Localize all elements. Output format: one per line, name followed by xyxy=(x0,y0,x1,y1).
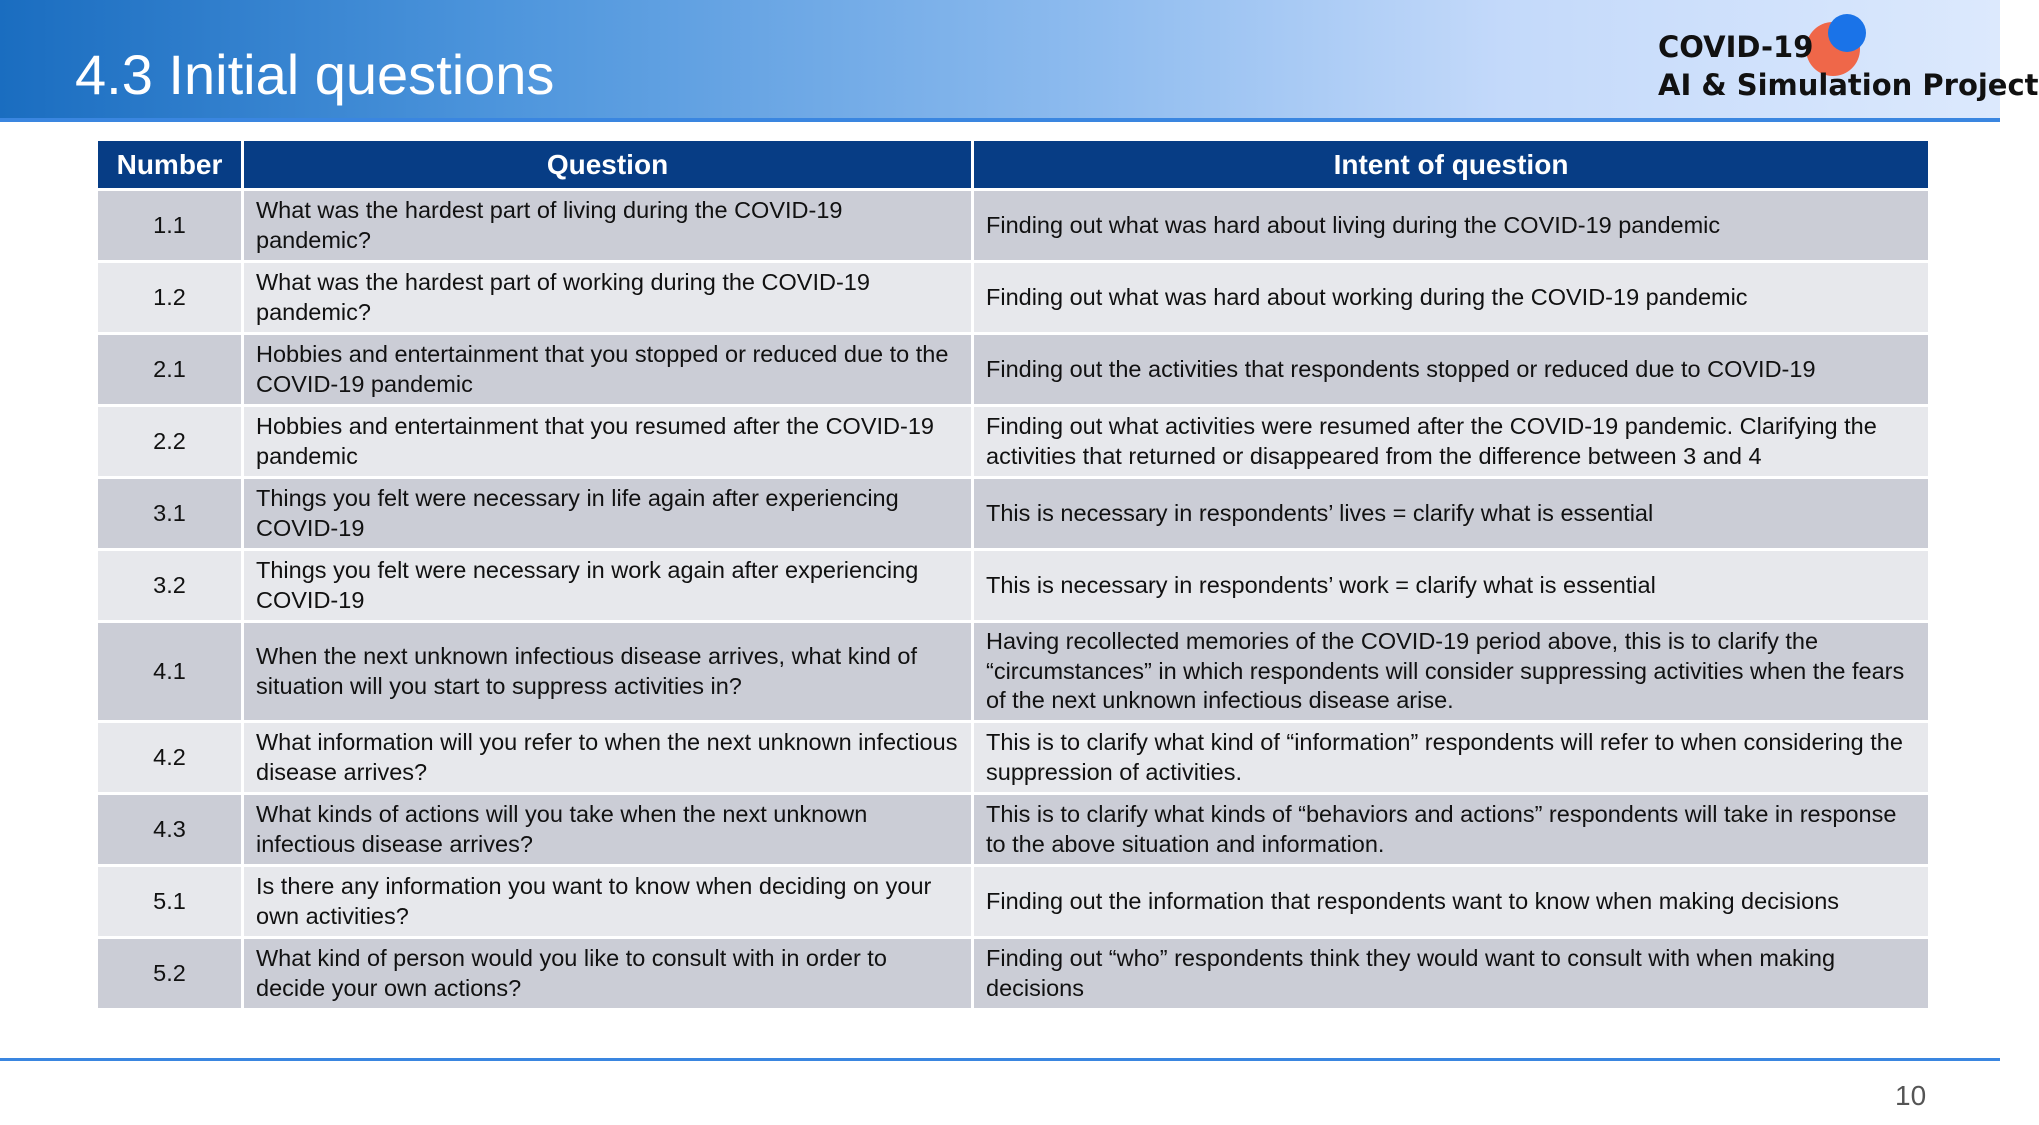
title-text: Initial questions xyxy=(168,43,555,106)
table-header-row xyxy=(97,141,1930,190)
page-number: 10 xyxy=(1895,1080,1927,1111)
row-intent: This is to clarify what kinds of “behaviors and actions” respondents will take in response to the above situation and information. xyxy=(973,794,1930,866)
header-number: Number xyxy=(97,141,243,190)
row-intent: This is necessary in respondents’ work = clarify what is essential xyxy=(973,550,1930,622)
table-row xyxy=(97,190,1930,262)
row-number: 2.2 xyxy=(97,406,243,478)
row-question: What kind of person would you like to consult with in order to decide your own actions? xyxy=(243,938,973,1010)
slide-title xyxy=(75,42,554,107)
row-question: When the next unknown infectious disease arrives, what kind of situation will you start to suppress activities in? xyxy=(243,622,973,722)
row-intent: Finding out “who” respondents think they would want to consult with when making decisions xyxy=(973,938,1930,1010)
row-question: Is there any information you want to know when deciding on your own activities? xyxy=(243,866,973,938)
row-question: Hobbies and entertainment that you stopped or reduced due to the COVID-19 pandemic xyxy=(243,334,973,406)
row-question: What kinds of actions will you take when the next unknown infectious disease arrives? xyxy=(243,794,973,866)
row-number: 3.2 xyxy=(97,550,243,622)
row-question: Things you felt were necessary in life again after experiencing COVID-19 xyxy=(243,478,973,550)
table-row xyxy=(97,334,1930,406)
row-intent: Having recollected memories of the COVID-19 period above, this is to clarify the “circumstances” in which respondents will consider suppressing activities when the fears of the next unknown infectious disease arise. xyxy=(973,622,1930,722)
row-intent: This is to clarify what kind of “information” respondents will refer to when considering the suppression of activities. xyxy=(973,722,1930,794)
project-logo xyxy=(1655,22,2039,112)
logo-text xyxy=(1658,28,2039,104)
header-intent: Intent of question xyxy=(973,141,1930,190)
row-intent: Finding out the activities that respondents stopped or reduced due to COVID-19 xyxy=(973,334,1930,406)
row-intent: Finding out what was hard about living during the COVID-19 pandemic xyxy=(973,190,1930,262)
row-number: 2.1 xyxy=(97,334,243,406)
row-number: 1.1 xyxy=(97,190,243,262)
row-intent: Finding out the information that respondents want to know when making decisions xyxy=(973,866,1930,938)
row-number: 4.3 xyxy=(97,794,243,866)
header-question: Question xyxy=(243,141,973,190)
row-question: Things you felt were necessary in work again after experiencing COVID-19 xyxy=(243,550,973,622)
row-intent: Finding out what activities were resumed after the COVID-19 pandemic. Clarifying the activities that returned or disappeared from the difference between 3 and 4 xyxy=(973,406,1930,478)
row-intent: This is necessary in respondents’ lives = clarify what is essential xyxy=(973,478,1930,550)
row-question: What was the hardest part of living during the COVID-19 pandemic? xyxy=(243,190,973,262)
table-row xyxy=(97,794,1930,866)
row-number: 3.1 xyxy=(97,478,243,550)
table-row xyxy=(97,262,1930,334)
row-number: 1.2 xyxy=(97,262,243,334)
table-row xyxy=(97,478,1930,550)
row-number: 4.1 xyxy=(97,622,243,722)
table-row xyxy=(97,866,1930,938)
row-question: Hobbies and entertainment that you resumed after the COVID-19 pandemic xyxy=(243,406,973,478)
row-question: What information will you refer to when the next unknown infectious disease arrives? xyxy=(243,722,973,794)
section-number: 4.3 xyxy=(75,43,153,106)
row-number: 5.1 xyxy=(97,866,243,938)
row-number: 5.2 xyxy=(97,938,243,1010)
row-question: What was the hardest part of working during the COVID-19 pandemic? xyxy=(243,262,973,334)
footer-divider xyxy=(0,1058,2000,1061)
table-row xyxy=(97,938,1930,1010)
table-row xyxy=(97,550,1930,622)
logo-line-2: AI & Simulation Project xyxy=(1658,68,2039,102)
header-divider xyxy=(0,118,2000,122)
questions-table xyxy=(95,141,1931,1011)
row-number: 4.2 xyxy=(97,722,243,794)
table-row xyxy=(97,406,1930,478)
table-row xyxy=(97,622,1930,722)
table-row xyxy=(97,722,1930,794)
row-intent: Finding out what was hard about working during the COVID-19 pandemic xyxy=(973,262,1930,334)
logo-line-1: COVID-19 xyxy=(1658,30,1814,64)
